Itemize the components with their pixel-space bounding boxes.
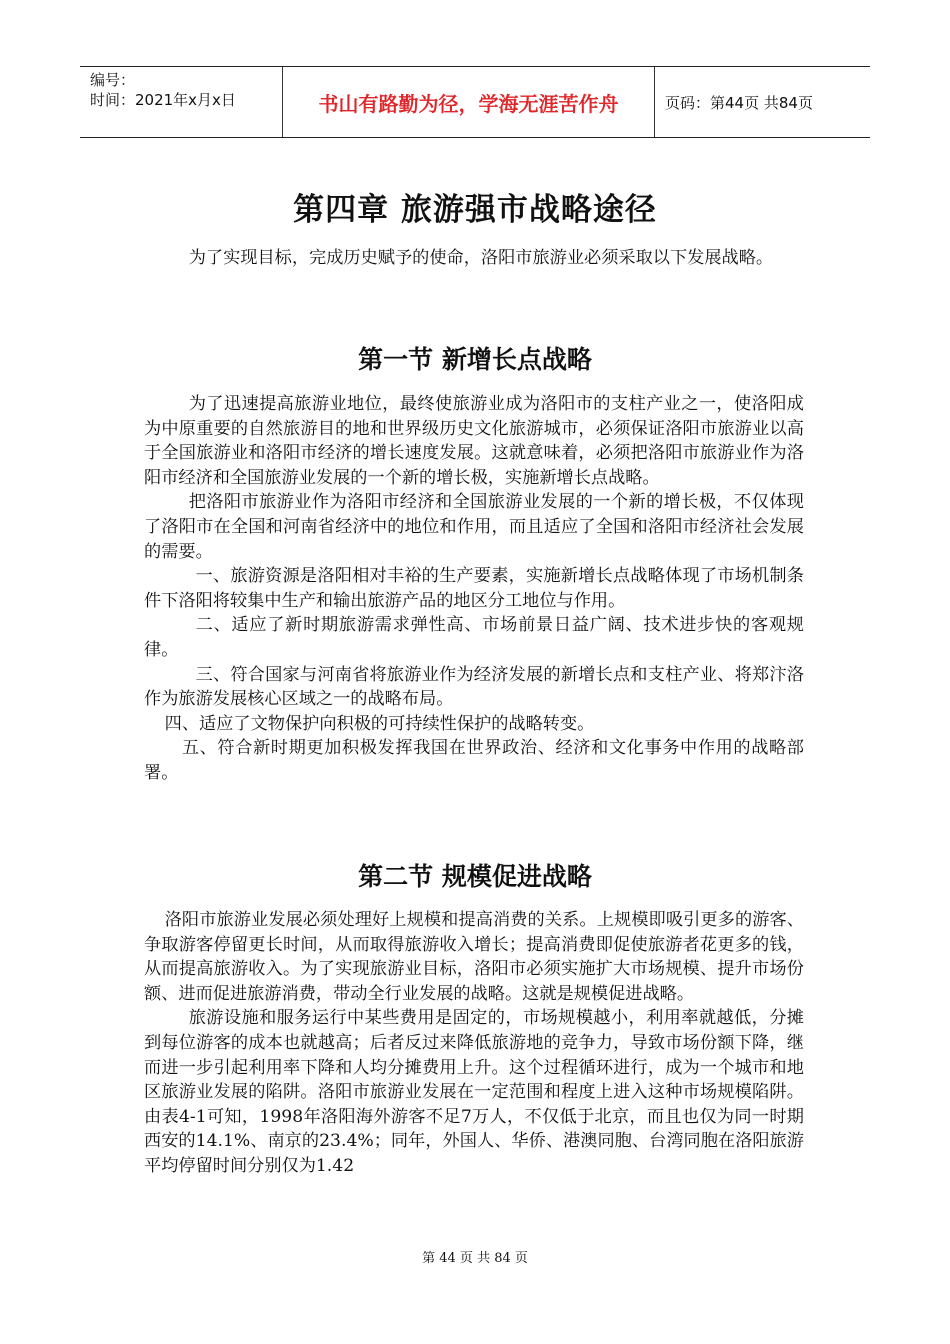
section1-paragraph-1: 为了迅速提高旅游业地位，最终使旅游业成为洛阳市的支柱产业之一，使洛阳成为中原重要的自然旅游目的地和世界级历史文化旅游城市，必须保证洛阳市旅游业以高于全国旅游业和洛阳市经济的增长速度发展。这就意味着，必须把洛阳市旅游业作为洛阳市经济和全国旅游业发展的一个新的增长极，实施新增长点战略。 xyxy=(144,394,804,488)
section1-paragraph-6: 四、适应了文物保护向积极的可持续性保护的战略转变。 xyxy=(164,713,595,734)
section1-body xyxy=(144,392,804,786)
intro-block xyxy=(144,246,804,271)
section2-paragraph-1: 洛阳市旅游业发展必须处理好上规模和提高消费的关系。上规模即吸引更多的游客、争取游客停留更长时间，从而取得旅游收入增长；提高消费即促使旅游者花更多的钱，从而提高旅游收入。为了实现旅游业目标，洛阳市必须实施扩大市场规模、提升市场份额、进而促进旅游消费，带动全行业发展的战略。这就是规模促进战略。 xyxy=(144,910,804,1004)
section1-paragraph-4: 二、适应了新时期旅游需求弹性高、市场前景日益广阔、技术进步快的客观规律。 xyxy=(144,615,804,660)
section1-paragraph-5: 三、符合国家与河南省将旅游业作为经济发展的新增长点和支柱产业、将郑汴洛作为旅游发展核心区域之一的战略布局。 xyxy=(144,664,804,710)
page-footer: 第 44 页 共 84 页 xyxy=(422,1251,528,1266)
header-meta xyxy=(80,67,283,137)
section2-body xyxy=(144,908,804,1179)
section1-paragraph-3: 一、旅游资源是洛阳相对丰裕的生产要素，实施新增长点战略体现了市场机制条件下洛阳将较集中生产和输出旅游产品的地区分工地位与作用。 xyxy=(144,566,804,611)
section1-title: 第一节 新增长点战略 xyxy=(358,345,592,374)
header-motto: 书山有路勤为径，学海无涯苦作舟 xyxy=(283,67,655,137)
section1-paragraph-2: 把洛阳市旅游业作为洛阳市经济和全国旅游业发展的一个新的增长极，不仅体现了洛阳市在全国和河南省经济中的地位和作用，而且适应了全国和洛阳市经济社会发展的需要。 xyxy=(144,492,804,562)
date-label: 时间：2021年x月x日 xyxy=(90,91,236,109)
number-label: 编号： xyxy=(90,71,136,89)
intro-paragraph: 为了实现目标，完成历史赋予的使命，洛阳市旅游业必须采取以下发展战略。 xyxy=(188,248,774,268)
chapter-title: 第四章 旅游强市战略途径 xyxy=(293,192,657,228)
section2-paragraph-2: 旅游设施和服务运行中某些费用是固定的，市场规模越小，利用率就越低，分摊到每位游客的成本也就越高；后者反过来降低旅游地的竞争力，导致市场份额下降，继而进一步引起利用率下降和人均分摊费用上升。这个过程循环进行，成为一个城市和地区旅游业发展的陷阱。洛阳市旅游业发展在一定范围和程度上进入这种市场规模陷阱。由表4-1可知，1998年洛阳海外游客不足7万人，不仅低于北京，而且也仅为同一时期西安的14.1%、南京的23.4%；同年，外国人、华侨、港澳同胞、台湾同胞在洛阳旅游平均停留时间分别仅为1.42 xyxy=(144,1008,804,1176)
section1-paragraph-7: 五、符合新时期更加积极发挥我国在世界政治、经济和文化事务中作用的战略部署。 xyxy=(144,738,804,783)
header-page-info: 页码：第44页 共84页 xyxy=(665,93,813,112)
page-header xyxy=(80,66,870,138)
section2-title: 第二节 规模促进战略 xyxy=(358,862,592,891)
